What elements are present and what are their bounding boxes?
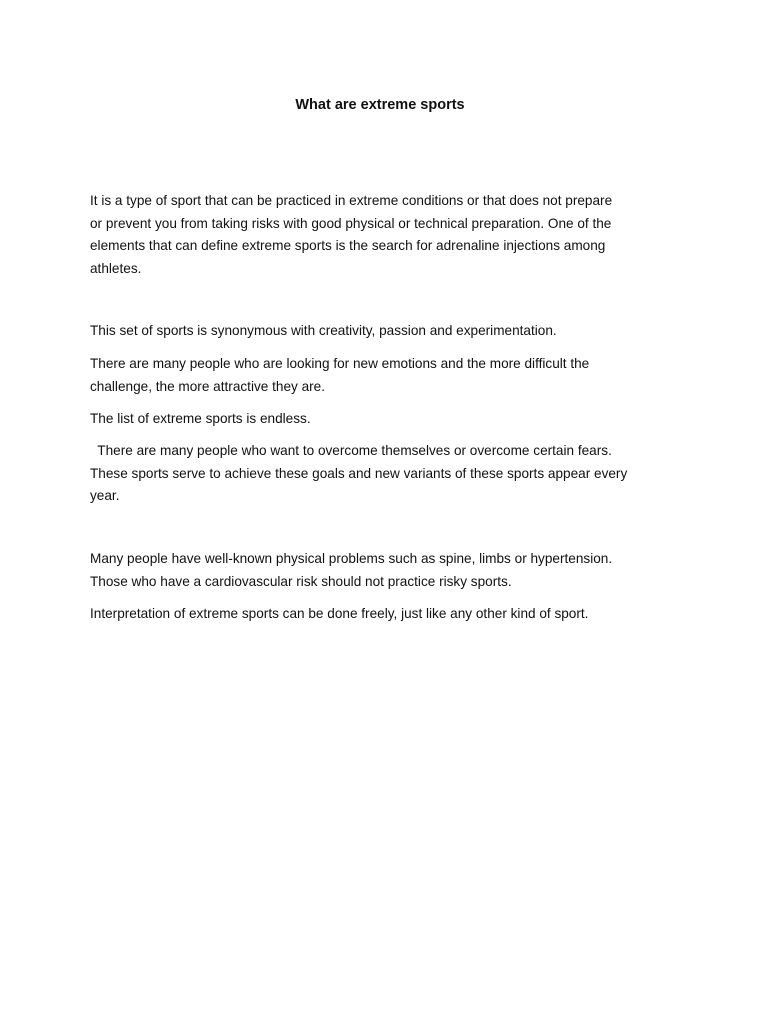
paragraph-line: or prevent you from taking risks with good physical or technical preparation. One of the — [90, 215, 612, 231]
paragraph-emotions — [90, 353, 690, 398]
paragraph-line: challenge, the more attractive they are. — [90, 378, 325, 394]
paragraph-list — [90, 408, 690, 431]
paragraph-overcome — [90, 440, 690, 508]
paragraph-creativity — [90, 320, 690, 343]
paragraph-line: There are many people who are looking for new emotions and the more difficult the — [90, 356, 590, 371]
paragraph-line: elements that can define extreme sports is the search for adrenaline injections among — [90, 238, 606, 253]
paragraph-line: The list of extreme sports is endless. — [90, 411, 311, 426]
paragraph-line: This set of sports is synonymous with creativity, passion and experimentation. — [90, 323, 557, 338]
paragraph-interpretation — [90, 603, 690, 626]
paragraph-line: There are many people who want to overcome themselves or overcome certain fears. — [90, 443, 612, 458]
document-title: What are extreme sports — [295, 97, 465, 113]
paragraph-line: These sports serve to achieve these goals and new variants of these sports appear every — [90, 465, 628, 481]
paragraph-line: year. — [90, 488, 120, 503]
paragraph-line: athletes. — [90, 260, 142, 276]
paragraph-health — [90, 548, 690, 593]
paragraph-definition — [90, 190, 690, 280]
paragraph-line: Many people have well-known physical problems such as spine, limbs or hypertension. — [90, 551, 613, 566]
paragraph-line: It is a type of sport that can be practiced in extreme conditions or that does not prepare — [90, 193, 613, 208]
paragraph-line: Those who have a cardiovascular risk should not practice risky sports. — [90, 573, 512, 589]
paragraph-line: Interpretation of extreme sports can be done freely, just like any other kind of sport. — [90, 606, 589, 621]
